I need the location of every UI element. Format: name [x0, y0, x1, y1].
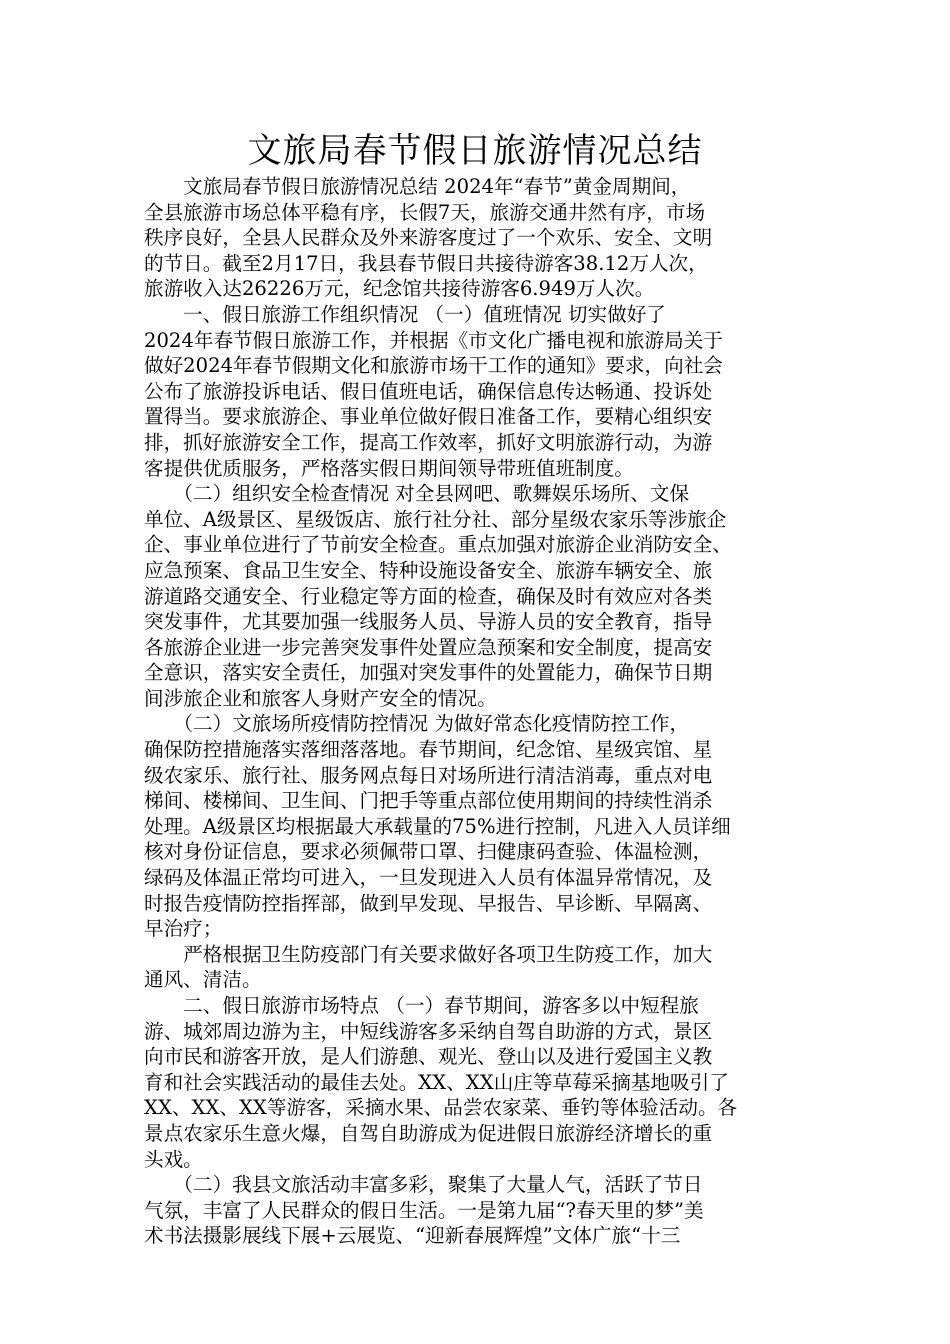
- text-line: 各旅游企业进一步完善突发事件处置应急预案和安全制度，提高安: [144, 635, 713, 659]
- text-line: 置得当。要求旅游企、事业单位做好假日准备工作，要精心组织安: [144, 405, 713, 429]
- text-line: 旅游收入达26226万元，纪念馆共接待游客6.949万人次。: [144, 277, 655, 301]
- text-line: （二）我县文旅活动丰富多彩，聚集了大量人气，活跃了节日: [144, 1173, 703, 1197]
- text-line: 绿码及体温正常均可进入，一旦发现进入人员有体温异常情况，及: [144, 866, 713, 890]
- text-line: 的节日。截至2月17日，我县春节假日共接待游客38.12万人次，: [144, 251, 708, 275]
- text-line: XX、XX、XX等游客，采摘水果、品尝农家菜、垂钓等体验活动。各: [144, 1096, 738, 1120]
- text-line: 文旅局春节假日旅游情况总结 2024年“春节”黄金周期间，: [144, 175, 691, 198]
- text-line: （二）组织安全检查情况 对全县网吧、歌舞娱乐场所、文保: [144, 482, 690, 506]
- text-line: 二、假日旅游市场特点 （一）春节期间，游客多以中短程旅: [144, 994, 699, 1017]
- text-line: 间涉旅企业和旅客人身财产安全的情况。: [144, 686, 497, 710]
- text-line: 景点农家乐生意火爆，自驾自助游成为促进假日旅游经济增长的重: [144, 1121, 713, 1145]
- text-line: 做好2024年春节假期文化和旅游市场干工作的通知》要求，向社会: [144, 354, 723, 378]
- text-line: 早治疗；: [144, 917, 223, 941]
- text-line: 排，抓好旅游安全工作，提高工作效率，抓好文明旅游行动，为游: [144, 430, 713, 454]
- text-line: 确保防控措施落实落细落落地。春节期间，纪念馆、星级宾馆、星: [144, 738, 713, 762]
- text-line: 2024年春节假日旅游工作，并根据《市文化广播电视和旅游局关于: [144, 328, 723, 352]
- text-line: 全意识，落实安全责任，加强对突发事件的处置能力，确保节日期: [144, 661, 713, 685]
- text-line: 游、城郊周边游为主，中短线游客多采纳自驾自助游的方式，景区: [144, 1019, 713, 1043]
- text-line: 育和社会实践活动的最佳去处。XX、XX山庄等草莓采摘基地吸引了: [144, 1070, 729, 1094]
- text-line: 应急预案、食品卫生安全、特种设施设备安全、旅游车辆安全、旅: [144, 558, 713, 582]
- text-line: 全县旅游市场总体平稳有序，长假7天，旅游交通井然有序，市场: [144, 200, 706, 224]
- text-line: 游道路交通安全、行业稳定等方面的检查，确保及时有效应对各类: [144, 584, 713, 608]
- text-line: 突发事件，尤其要加强一线服务人员、导游人员的安全教育，指导: [144, 610, 713, 634]
- text-line: 通风、清洁。: [144, 968, 262, 992]
- text-line: （二）文旅场所疫情防控情况 为做好常态化疫情防控工作，: [144, 712, 690, 736]
- text-line: 头戏。: [144, 1147, 203, 1171]
- document-title: 文旅局春节假日旅游情况总结: [247, 131, 703, 171]
- text-line: 秩序良好，全县人民群众及外来游客度过了一个欢乐、安全、文明: [144, 226, 713, 250]
- text-line: 客提供优质服务，严格落实假日期间领导带班值班制度。: [144, 456, 634, 480]
- text-line: 严格根据卫生防疫部门有关要求做好各项卫生防疫工作，加大: [144, 942, 713, 966]
- text-line: 单位、A级景区、星级饭店、旅行社分社、部分星级农家乐等涉旅企: [144, 507, 727, 531]
- text-line: 一、假日旅游工作组织情况 （一）值班情况 切实做好了: [144, 302, 666, 326]
- text-line: 公布了旅游投诉电话、假日值班电话，确保信息传达畅通、投诉处: [144, 379, 713, 403]
- text-line: 核对身份证信息，要求必须佩带口罩、扫健康码查验、体温检测，: [144, 840, 713, 864]
- text-line: 气氛，丰富了人民群众的假日生活。一是第九届“?春天里的梦”美: [144, 1198, 704, 1222]
- text-line: 级农家乐、旅行社、服务网点每日对场所进行清洁消毒，重点对电: [144, 763, 713, 787]
- text-line: 梯间、楼梯间、卫生间、门把手等重点部位使用期间的持续性消杀: [144, 789, 713, 813]
- text-line: 企、事业单位进行了节前安全检查。重点加强对旅游企业消防安全、: [144, 533, 732, 557]
- text-line: 处理。A级景区均根据最大承载量的75%进行控制，凡进入人员详细: [144, 814, 731, 838]
- text-line: 时报告疫情防控指挥部，做到早发现、早报告、早诊断、早隔离、: [144, 891, 713, 915]
- document-body: [144, 174, 812, 1249]
- text-line: 向市民和游客开放，是人们游憩、观光、登山以及进行爱国主义教: [144, 1045, 713, 1069]
- text-line: 术书法摄影展线下展+云展览、“迎新春展辉煌”文体广旅“十三: [144, 1224, 681, 1248]
